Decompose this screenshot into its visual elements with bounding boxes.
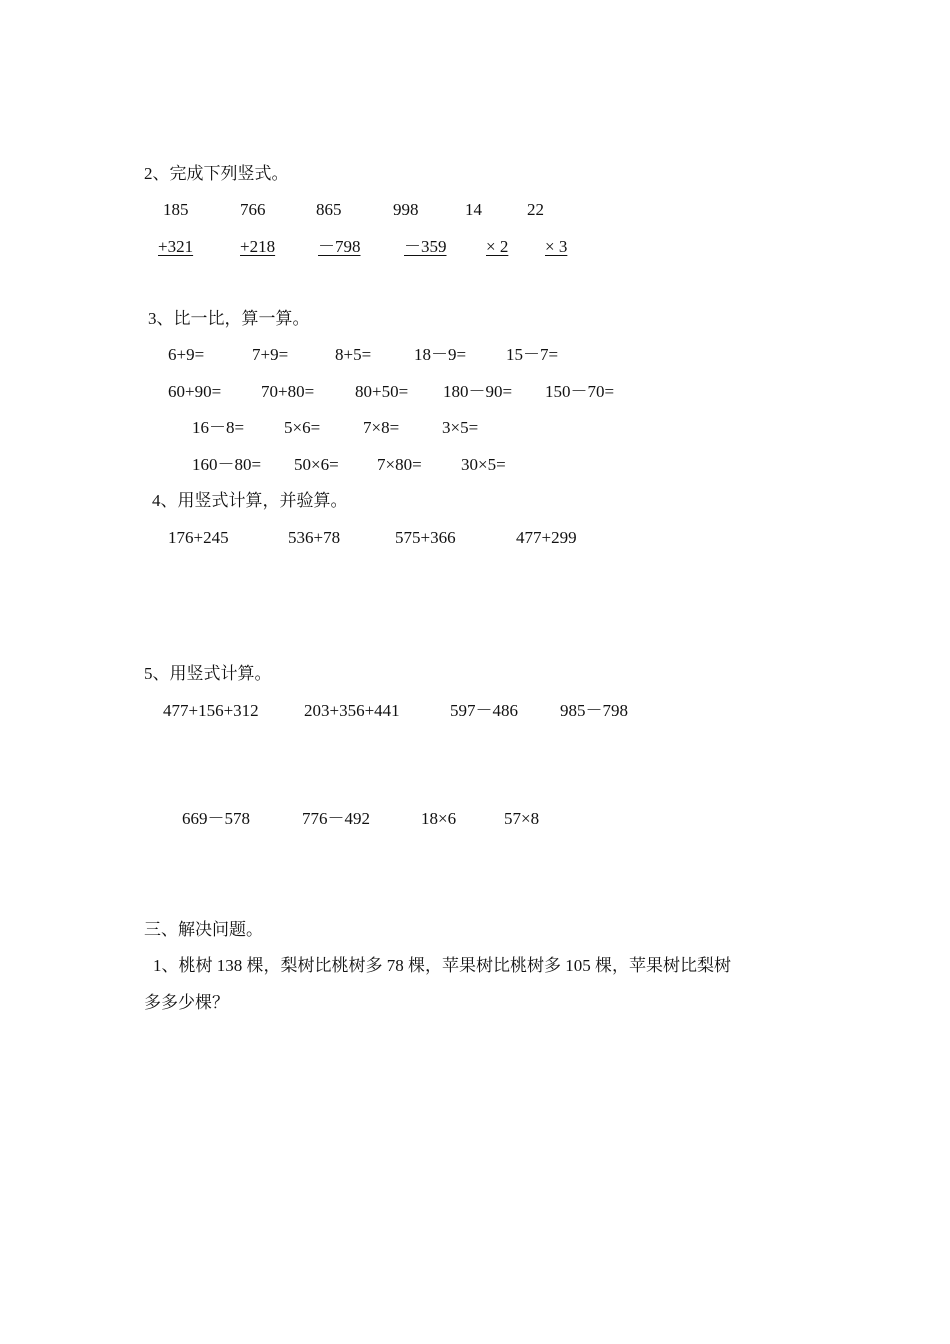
written-calc-r2-3: 18×6 [421,809,457,828]
vertical-problem-4-bottom: －359 [404,237,447,256]
oral-calc-r2-2: 70+80= [261,382,315,401]
oral-calc-r2-1: 60+90= [168,382,222,401]
word-problem-1-line-2: 多多少棵？ [144,993,229,1012]
written-calc-r1-4: 985－798 [560,701,628,720]
oral-calc-r3-1: 16－8= [192,418,245,437]
vertical-problem-5-top: 14 [465,200,482,219]
vertical-problem-3-top: 865 [316,200,342,219]
oral-calc-r3-2: 5×6= [284,418,321,437]
oral-calc-r2-3: 80+50= [355,382,409,401]
oral-calc-r4-3: 7×80= [377,455,422,474]
oral-calc-r1-5: 15－7= [506,345,559,364]
vertical-problem-5-bottom: × 2 [486,237,509,256]
written-calc-r1-1: 477+156+312 [163,701,259,720]
vertical-problem-4-top: 998 [393,200,419,219]
section-2-heading: 2、完成下列竖式。 [144,164,289,183]
verify-calc-1: 176+245 [168,528,229,547]
oral-calc-r2-4: 180－90= [443,382,513,401]
oral-calc-r4-1: 160－80= [192,455,262,474]
word-problem-1-line-1: 1、桃树 138 棵，梨树比桃树多 78 棵，苹果树比桃树多 105 棵，苹果树比梨树 [153,956,731,975]
written-calc-r2-1: 669－578 [182,809,250,828]
vertical-problem-6-top: 22 [527,200,544,219]
vertical-problem-3-bottom: －798 [318,237,361,256]
oral-calc-r3-4: 3×5= [442,418,479,437]
oral-calc-r4-4: 30×5= [461,455,506,474]
vertical-problem-1-top: 185 [163,200,189,219]
vertical-problem-2-bottom: +218 [240,237,276,256]
oral-calc-r3-3: 7×8= [363,418,400,437]
written-calc-r1-2: 203+356+441 [304,701,400,720]
vertical-problem-2-top: 766 [240,200,266,219]
section-5-heading: 5、用竖式计算。 [144,664,272,683]
part-3-heading: 三、解决问题。 [144,920,263,939]
oral-calc-r1-2: 7+9= [252,345,289,364]
oral-calc-r1-1: 6+9= [168,345,205,364]
verify-calc-3: 575+366 [395,528,456,547]
oral-calc-r2-5: 150－70= [545,382,615,401]
section-3-heading: 3、比一比，算一算。 [148,309,310,328]
vertical-problem-1-bottom: +321 [158,237,194,256]
vertical-problem-6-bottom: × 3 [545,237,568,256]
oral-calc-r4-2: 50×6= [294,455,339,474]
verify-calc-2: 536+78 [288,528,341,547]
section-4-heading: 4、用竖式计算，并验算。 [152,491,348,510]
written-calc-r2-2: 776－492 [302,809,370,828]
written-calc-r1-3: 597－486 [450,701,518,720]
oral-calc-r1-3: 8+5= [335,345,372,364]
verify-calc-4: 477+299 [516,528,577,547]
oral-calc-r1-4: 18－9= [414,345,467,364]
written-calc-r2-4: 57×8 [504,809,540,828]
